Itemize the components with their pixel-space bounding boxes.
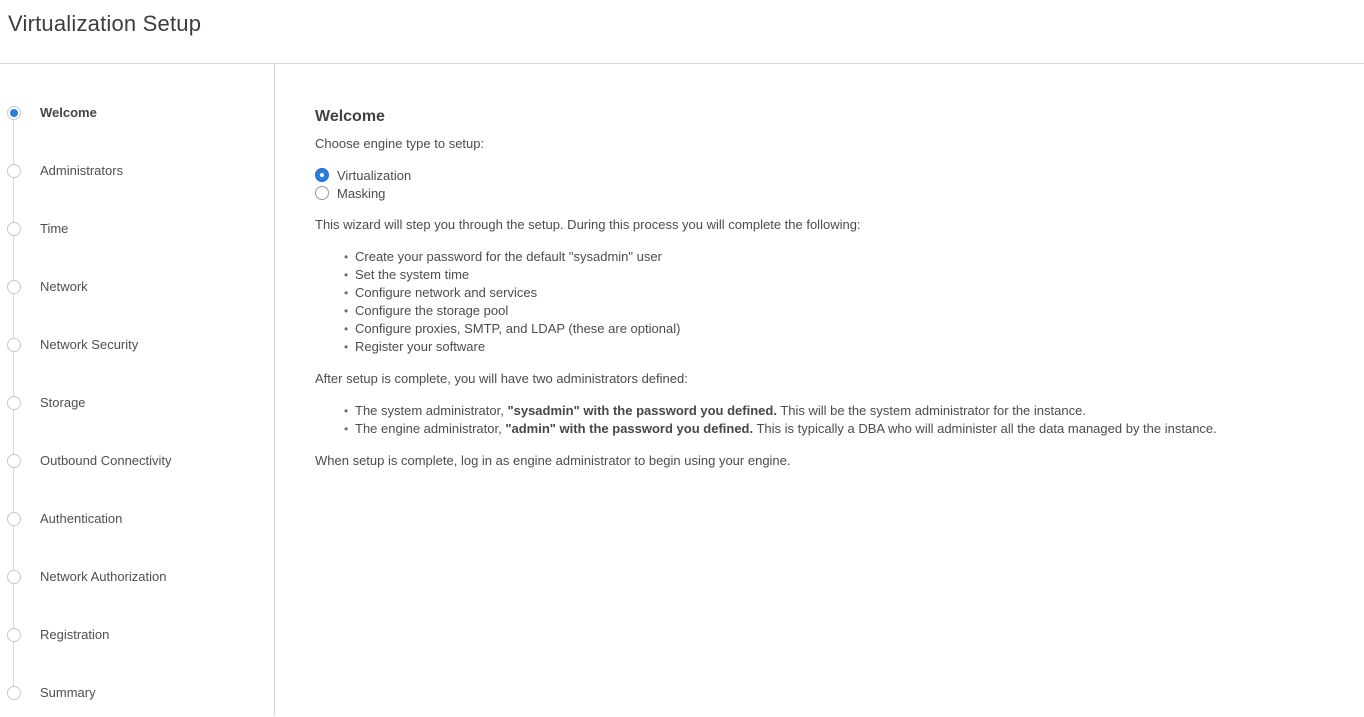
layout (0, 64, 1364, 716)
sidebar-step-time[interactable] (0, 200, 274, 258)
sidebar-step-administrators[interactable] (0, 142, 274, 200)
step-label: Network Security (40, 337, 139, 352)
step-label: Registration (40, 627, 110, 642)
admin-bold: "admin" with the password you defined. (505, 421, 754, 436)
radio-unselected-icon[interactable] (315, 186, 329, 200)
list-item: • Set the system time (315, 266, 1324, 284)
radio-option-label: Virtualization (337, 167, 412, 183)
app-header (0, 0, 1364, 64)
admin-bold: "sysadmin" with the password you defined. (507, 403, 777, 418)
step-label: Welcome (40, 105, 97, 120)
step-radio-icon (7, 222, 21, 236)
setup-tasks-list (315, 248, 1324, 356)
step-label: Network Authorization (40, 569, 167, 584)
admins-intro-text: After setup is complete, you will have two administrators defined: (315, 371, 688, 386)
admin-suffix: This is typically a DBA who will administer all the data managed by the instance. (753, 421, 1217, 436)
radio-option-label: Masking (337, 185, 386, 201)
page-title: Virtualization Setup (8, 11, 202, 36)
list-item: • Register your software (315, 338, 1324, 356)
step-radio-icon (7, 106, 21, 120)
admin-prefix: The engine administrator, (355, 421, 506, 436)
sidebar-step-welcome[interactable] (0, 84, 274, 142)
sidebar-step-network-authorization[interactable] (0, 548, 274, 606)
radio-option-virtualization[interactable] (315, 166, 1324, 184)
list-item: • Configure the storage pool (315, 302, 1324, 320)
step-radio-icon (7, 338, 21, 352)
step-label: Summary (40, 685, 96, 700)
sidebar-step-outbound-connectivity[interactable] (0, 432, 274, 490)
outro-text: When setup is complete, log in as engine administrator to begin using your engine. (315, 453, 791, 468)
step-radio-icon (7, 512, 21, 526)
step-label: Network (40, 279, 88, 294)
admin-prefix: The system administrator, (355, 403, 508, 418)
engine-type-radio-group (315, 166, 1324, 202)
step-label: Administrators (40, 163, 124, 178)
list-item (315, 420, 1324, 438)
step-radio-icon (7, 628, 21, 642)
sidebar-step-registration[interactable] (0, 606, 274, 664)
list-item (315, 402, 1324, 420)
sidebar-step-network[interactable] (0, 258, 274, 316)
radio-selected-icon[interactable] (315, 168, 329, 182)
step-label: Time (40, 221, 69, 236)
step-radio-icon (7, 454, 21, 468)
step-radio-icon (7, 164, 21, 178)
admins-list (315, 402, 1324, 438)
welcome-panel (275, 64, 1364, 716)
sidebar-step-summary[interactable] (0, 664, 274, 717)
list-item: • Configure network and services (315, 284, 1324, 302)
step-radio-icon (7, 686, 21, 700)
setup-stepper-sidebar (0, 64, 275, 716)
list-item: • Configure proxies, SMTP, and LDAP (these are optional) (315, 320, 1324, 338)
step-radio-icon (7, 280, 21, 294)
step-label: Storage (40, 395, 86, 410)
step-label: Authentication (40, 511, 123, 526)
panel-heading: Welcome (315, 108, 385, 125)
wizard-intro-text: This wizard will step you through the setup. During this process you will complete the following: (315, 217, 861, 232)
choose-engine-label: Choose engine type to setup: (315, 136, 485, 151)
step-radio-icon (7, 396, 21, 410)
admin-suffix: This will be the system administrator for the instance. (776, 403, 1086, 418)
sidebar-step-storage[interactable] (0, 374, 274, 432)
sidebar-step-network-security[interactable] (0, 316, 274, 374)
step-label: Outbound Connectivity (40, 453, 172, 468)
list-item: • Create your password for the default "sysadmin" user (315, 248, 1324, 266)
sidebar-step-authentication[interactable] (0, 490, 274, 548)
radio-option-masking[interactable] (315, 184, 1324, 202)
step-radio-icon (7, 570, 21, 584)
